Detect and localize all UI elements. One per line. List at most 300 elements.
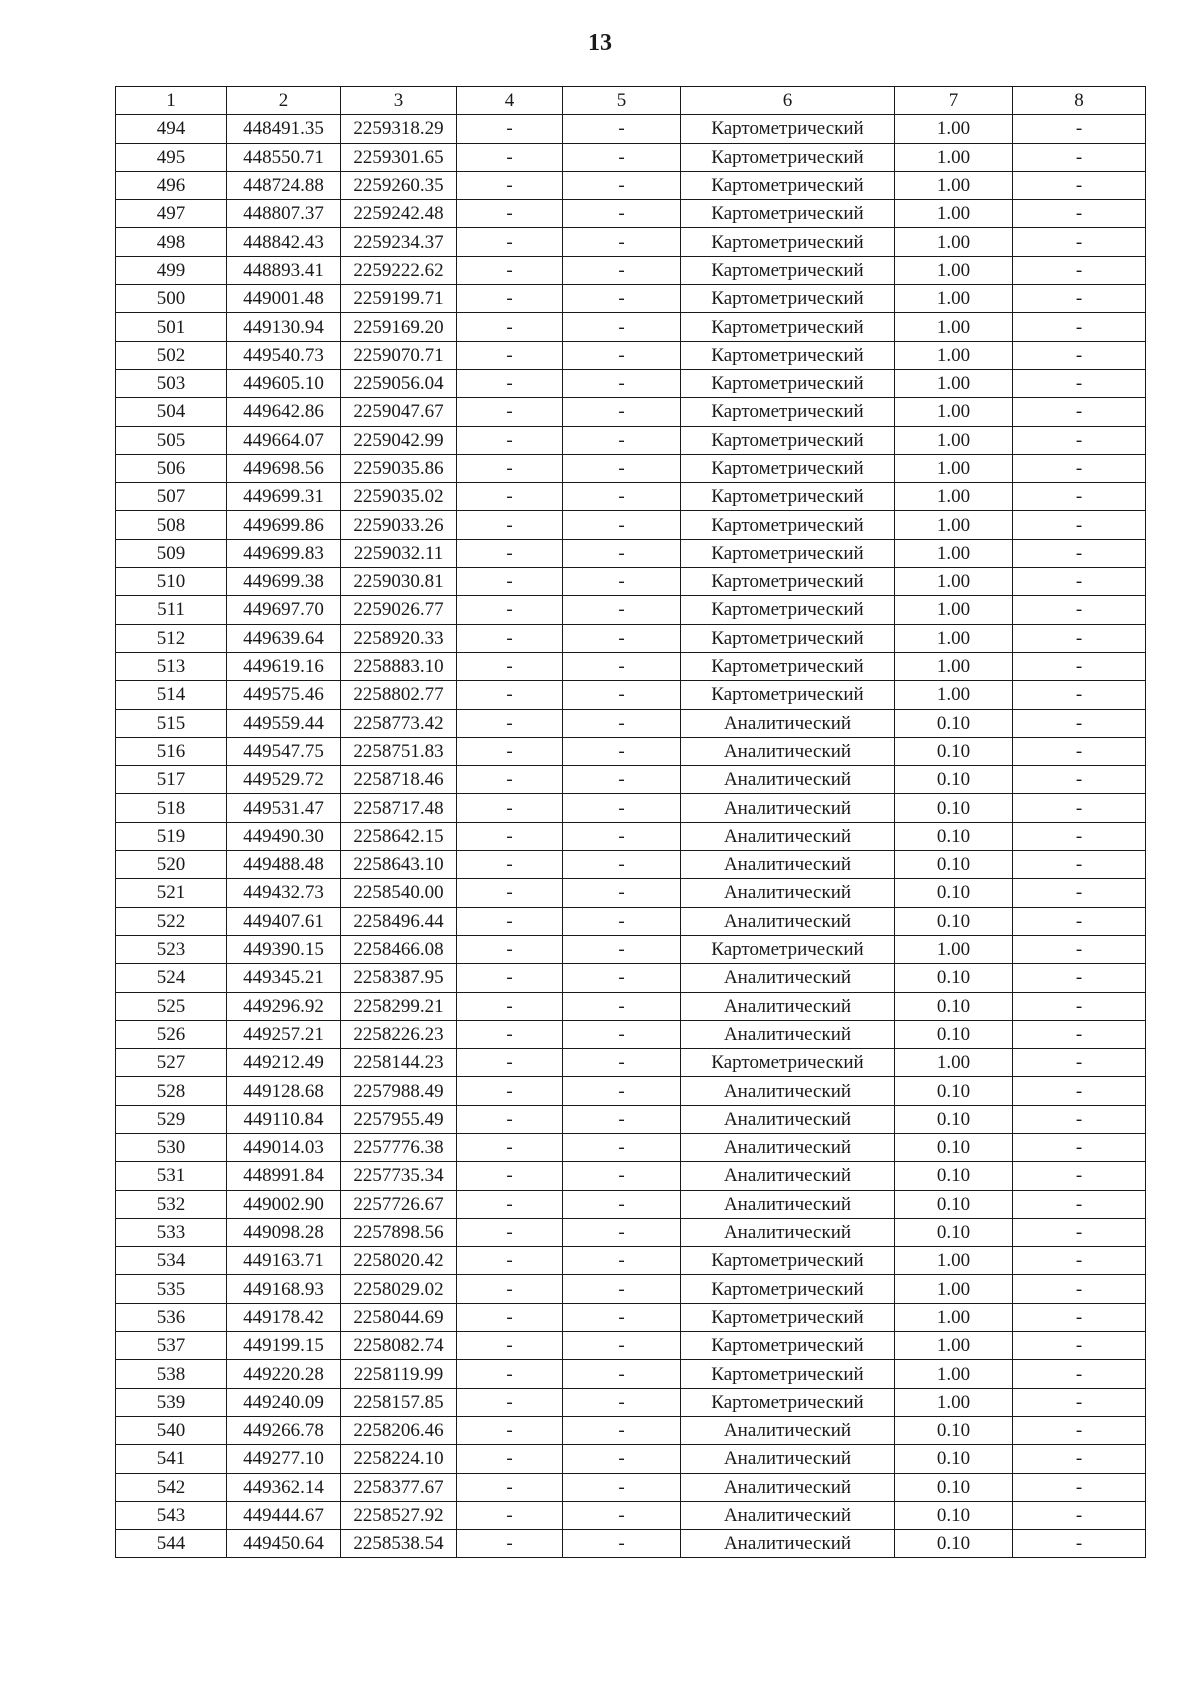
coord-y-cell: 2259234.37 [341,228,457,256]
col-5-cell: - [563,766,681,794]
accuracy-cell: 0.10 [895,1473,1013,1501]
coord-y-cell: 2257735.34 [341,1162,457,1190]
col-5-cell: - [563,1020,681,1048]
col-4-cell: - [457,1133,563,1161]
method-cell: Аналитический [681,1077,895,1105]
col-5-cell: - [563,200,681,228]
method-cell: Картометрический [681,511,895,539]
point-number-cell: 522 [116,907,227,935]
table-row [116,624,1146,652]
point-number-cell: 518 [116,794,227,822]
method-cell: Картометрический [681,1247,895,1275]
table-row [116,454,1146,482]
table-row [116,171,1146,199]
point-number-cell: 497 [116,200,227,228]
table-row [116,1105,1146,1133]
coord-x-cell: 449128.68 [227,1077,341,1105]
col-4-cell: - [457,256,563,284]
method-cell: Аналитический [681,879,895,907]
accuracy-cell: 1.00 [895,1247,1013,1275]
accuracy-cell: 0.10 [895,737,1013,765]
col-5-cell: - [563,1360,681,1388]
accuracy-cell: 0.10 [895,1501,1013,1529]
method-cell: Аналитический [681,709,895,737]
accuracy-cell: 0.10 [895,1077,1013,1105]
method-cell: Аналитический [681,1416,895,1444]
table-row [116,511,1146,539]
col-4-cell: - [457,1077,563,1105]
method-cell: Картометрический [681,1049,895,1077]
col-8-cell: - [1013,907,1146,935]
coord-x-cell: 449664.07 [227,426,341,454]
coord-x-cell: 449407.61 [227,907,341,935]
point-number-cell: 506 [116,454,227,482]
point-number-cell: 527 [116,1049,227,1077]
coord-x-cell: 449698.56 [227,454,341,482]
method-cell: Аналитический [681,1218,895,1246]
col-5-cell: - [563,794,681,822]
col-8-cell: - [1013,1445,1146,1473]
coord-y-cell: 2258226.23 [341,1020,457,1048]
method-cell: Аналитический [681,1020,895,1048]
accuracy-cell: 1.00 [895,313,1013,341]
accuracy-cell: 0.10 [895,1445,1013,1473]
col-4-cell: - [457,285,563,313]
coord-y-cell: 2258144.23 [341,1049,457,1077]
table-row [116,794,1146,822]
col-4-cell: - [457,200,563,228]
col-4-cell: - [457,454,563,482]
col-4-cell: - [457,426,563,454]
coord-x-cell: 449212.49 [227,1049,341,1077]
col-5-cell: - [563,1275,681,1303]
point-number-cell: 519 [116,822,227,850]
table-row [116,1388,1146,1416]
column-header: 3 [341,87,457,115]
col-8-cell: - [1013,1247,1146,1275]
accuracy-cell: 0.10 [895,822,1013,850]
accuracy-cell: 1.00 [895,454,1013,482]
col-4-cell: - [457,992,563,1020]
coord-x-cell: 448893.41 [227,256,341,284]
accuracy-cell: 1.00 [895,256,1013,284]
coord-x-cell: 449296.92 [227,992,341,1020]
col-4-cell: - [457,879,563,907]
point-number-cell: 510 [116,568,227,596]
point-number-cell: 520 [116,851,227,879]
col-8-cell: - [1013,992,1146,1020]
coord-x-cell: 449639.64 [227,624,341,652]
point-number-cell: 514 [116,681,227,709]
coord-y-cell: 2259222.62 [341,256,457,284]
accuracy-cell: 0.10 [895,1162,1013,1190]
col-8-cell: - [1013,539,1146,567]
accuracy-cell: 1.00 [895,935,1013,963]
method-cell: Аналитический [681,794,895,822]
point-number-cell: 511 [116,596,227,624]
method-cell: Картометрический [681,200,895,228]
point-number-cell: 515 [116,709,227,737]
col-4-cell: - [457,624,563,652]
coord-x-cell: 449699.86 [227,511,341,539]
table-row [116,1020,1146,1048]
point-number-cell: 517 [116,766,227,794]
accuracy-cell: 1.00 [895,341,1013,369]
coord-x-cell: 449699.38 [227,568,341,596]
coord-x-cell: 449345.21 [227,964,341,992]
accuracy-cell: 1.00 [895,624,1013,652]
coord-y-cell: 2258540.00 [341,879,457,907]
col-4-cell: - [457,1530,563,1558]
accuracy-cell: 1.00 [895,115,1013,143]
accuracy-cell: 1.00 [895,1049,1013,1077]
point-number-cell: 539 [116,1388,227,1416]
point-number-cell: 504 [116,398,227,426]
col-5-cell: - [563,568,681,596]
col-5-cell: - [563,935,681,963]
col-8-cell: - [1013,1162,1146,1190]
col-5-cell: - [563,1303,681,1331]
table-row [116,398,1146,426]
col-5-cell: - [563,1133,681,1161]
method-cell: Аналитический [681,1190,895,1218]
coord-x-cell: 449277.10 [227,1445,341,1473]
method-cell: Аналитический [681,1133,895,1161]
col-8-cell: - [1013,1105,1146,1133]
col-8-cell: - [1013,285,1146,313]
accuracy-cell: 0.10 [895,907,1013,935]
col-5-cell: - [563,341,681,369]
coord-x-cell: 449178.42 [227,1303,341,1331]
coord-x-cell: 449362.14 [227,1473,341,1501]
table-row [116,596,1146,624]
col-5-cell: - [563,1388,681,1416]
column-header: 6 [681,87,895,115]
col-8-cell: - [1013,1416,1146,1444]
col-5-cell: - [563,1190,681,1218]
method-cell: Картометрический [681,596,895,624]
col-5-cell: - [563,1473,681,1501]
point-number-cell: 499 [116,256,227,284]
col-8-cell: - [1013,115,1146,143]
point-number-cell: 541 [116,1445,227,1473]
table-row [116,766,1146,794]
col-8-cell: - [1013,681,1146,709]
col-5-cell: - [563,851,681,879]
method-cell: Картометрический [681,681,895,709]
point-number-cell: 502 [116,341,227,369]
col-8-cell: - [1013,1360,1146,1388]
coord-y-cell: 2258751.83 [341,737,457,765]
coord-y-cell: 2259035.86 [341,454,457,482]
col-8-cell: - [1013,709,1146,737]
point-number-cell: 542 [116,1473,227,1501]
method-cell: Картометрический [681,313,895,341]
coord-y-cell: 2258802.77 [341,681,457,709]
coord-y-cell: 2258920.33 [341,624,457,652]
coord-y-cell: 2258206.46 [341,1416,457,1444]
col-4-cell: - [457,1388,563,1416]
coord-x-cell: 449014.03 [227,1133,341,1161]
method-cell: Аналитический [681,1105,895,1133]
accuracy-cell: 0.10 [895,1190,1013,1218]
coord-y-cell: 2259026.77 [341,596,457,624]
coordinates-table [115,86,1146,1558]
col-5-cell: - [563,115,681,143]
method-cell: Аналитический [681,1473,895,1501]
method-cell: Картометрический [681,1388,895,1416]
col-8-cell: - [1013,143,1146,171]
coord-y-cell: 2258538.54 [341,1530,457,1558]
coord-x-cell: 449199.15 [227,1332,341,1360]
col-5-cell: - [563,709,681,737]
col-4-cell: - [457,1360,563,1388]
coord-x-cell: 449098.28 [227,1218,341,1246]
point-number-cell: 496 [116,171,227,199]
col-5-cell: - [563,1247,681,1275]
table-row [116,879,1146,907]
table-row [116,935,1146,963]
col-8-cell: - [1013,426,1146,454]
point-number-cell: 503 [116,369,227,397]
coord-y-cell: 2258157.85 [341,1388,457,1416]
col-8-cell: - [1013,624,1146,652]
coord-x-cell: 448991.84 [227,1162,341,1190]
coord-x-cell: 449168.93 [227,1275,341,1303]
accuracy-cell: 1.00 [895,171,1013,199]
method-cell: Картометрический [681,369,895,397]
col-4-cell: - [457,1303,563,1331]
table-row [116,1190,1146,1218]
table-row [116,115,1146,143]
table-row [116,1247,1146,1275]
coord-y-cell: 2258883.10 [341,652,457,680]
table-row [116,313,1146,341]
point-number-cell: 516 [116,737,227,765]
accuracy-cell: 0.10 [895,1020,1013,1048]
method-cell: Картометрический [681,1275,895,1303]
col-5-cell: - [563,369,681,397]
col-5-cell: - [563,1218,681,1246]
col-4-cell: - [457,907,563,935]
accuracy-cell: 1.00 [895,369,1013,397]
col-8-cell: - [1013,935,1146,963]
method-cell: Аналитический [681,964,895,992]
method-cell: Картометрический [681,341,895,369]
point-number-cell: 543 [116,1501,227,1529]
col-5-cell: - [563,1049,681,1077]
col-8-cell: - [1013,568,1146,596]
accuracy-cell: 1.00 [895,596,1013,624]
method-cell: Картометрический [681,143,895,171]
column-header: 2 [227,87,341,115]
point-number-cell: 494 [116,115,227,143]
table-row [116,737,1146,765]
table-row [116,992,1146,1020]
point-number-cell: 540 [116,1416,227,1444]
coord-y-cell: 2258466.08 [341,935,457,963]
method-cell: Картометрический [681,1303,895,1331]
col-5-cell: - [563,1501,681,1529]
table-row [116,709,1146,737]
coord-x-cell: 449619.16 [227,652,341,680]
col-4-cell: - [457,1275,563,1303]
accuracy-cell: 1.00 [895,228,1013,256]
col-4-cell: - [457,1049,563,1077]
method-cell: Картометрический [681,935,895,963]
col-5-cell: - [563,907,681,935]
coord-y-cell: 2257726.67 [341,1190,457,1218]
col-8-cell: - [1013,228,1146,256]
accuracy-cell: 0.10 [895,766,1013,794]
col-4-cell: - [457,1501,563,1529]
method-cell: Аналитический [681,992,895,1020]
col-8-cell: - [1013,766,1146,794]
table-row [116,1218,1146,1246]
col-8-cell: - [1013,341,1146,369]
coord-y-cell: 2259260.35 [341,171,457,199]
coord-y-cell: 2258717.48 [341,794,457,822]
coord-x-cell: 449547.75 [227,737,341,765]
col-4-cell: - [457,1105,563,1133]
coord-y-cell: 2258082.74 [341,1332,457,1360]
col-5-cell: - [563,426,681,454]
col-4-cell: - [457,341,563,369]
accuracy-cell: 1.00 [895,539,1013,567]
col-5-cell: - [563,1416,681,1444]
accuracy-cell: 0.10 [895,1133,1013,1161]
col-8-cell: - [1013,822,1146,850]
col-5-cell: - [563,822,681,850]
coord-x-cell: 449559.44 [227,709,341,737]
coord-y-cell: 2257988.49 [341,1077,457,1105]
col-4-cell: - [457,737,563,765]
table-row [116,539,1146,567]
col-5-cell: - [563,1105,681,1133]
col-4-cell: - [457,228,563,256]
col-4-cell: - [457,1218,563,1246]
coord-x-cell: 449490.30 [227,822,341,850]
method-cell: Картометрический [681,1332,895,1360]
col-5-cell: - [563,652,681,680]
coord-x-cell: 449110.84 [227,1105,341,1133]
method-cell: Картометрический [681,171,895,199]
coord-y-cell: 2259318.29 [341,115,457,143]
col-4-cell: - [457,1445,563,1473]
table-row [116,851,1146,879]
accuracy-cell: 1.00 [895,681,1013,709]
method-cell: Картометрический [681,285,895,313]
table-row [116,964,1146,992]
coord-x-cell: 448724.88 [227,171,341,199]
coord-x-cell: 449130.94 [227,313,341,341]
coord-y-cell: 2258527.92 [341,1501,457,1529]
col-5-cell: - [563,1162,681,1190]
table-row [116,1360,1146,1388]
col-8-cell: - [1013,1190,1146,1218]
coord-x-cell: 449575.46 [227,681,341,709]
col-5-cell: - [563,398,681,426]
col-8-cell: - [1013,1020,1146,1048]
col-4-cell: - [457,964,563,992]
table-row [116,822,1146,850]
col-4-cell: - [457,115,563,143]
coord-y-cell: 2259042.99 [341,426,457,454]
col-4-cell: - [457,681,563,709]
table-row [116,1416,1146,1444]
coord-x-cell: 449390.15 [227,935,341,963]
coord-y-cell: 2258387.95 [341,964,457,992]
coord-y-cell: 2258642.15 [341,822,457,850]
col-4-cell: - [457,794,563,822]
point-number-cell: 505 [116,426,227,454]
method-cell: Картометрический [681,483,895,511]
coord-x-cell: 449444.67 [227,1501,341,1529]
method-cell: Картометрический [681,454,895,482]
col-8-cell: - [1013,737,1146,765]
col-5-cell: - [563,256,681,284]
point-number-cell: 538 [116,1360,227,1388]
accuracy-cell: 0.10 [895,851,1013,879]
coord-x-cell: 449002.90 [227,1190,341,1218]
coord-y-cell: 2259030.81 [341,568,457,596]
table-row [116,1473,1146,1501]
col-4-cell: - [457,1162,563,1190]
col-8-cell: - [1013,964,1146,992]
table-row [116,907,1146,935]
col-8-cell: - [1013,313,1146,341]
point-number-cell: 508 [116,511,227,539]
point-number-cell: 501 [116,313,227,341]
accuracy-cell: 1.00 [895,568,1013,596]
point-number-cell: 523 [116,935,227,963]
coord-y-cell: 2259301.65 [341,143,457,171]
coord-x-cell: 449266.78 [227,1416,341,1444]
coord-y-cell: 2257898.56 [341,1218,457,1246]
point-number-cell: 529 [116,1105,227,1133]
coord-y-cell: 2259169.20 [341,313,457,341]
method-cell: Картометрический [681,539,895,567]
col-5-cell: - [563,228,681,256]
coord-y-cell: 2259047.67 [341,398,457,426]
col-5-cell: - [563,879,681,907]
table-row [116,285,1146,313]
col-8-cell: - [1013,851,1146,879]
method-cell: Картометрический [681,398,895,426]
col-5-cell: - [563,483,681,511]
col-8-cell: - [1013,794,1146,822]
coord-x-cell: 448491.35 [227,115,341,143]
col-8-cell: - [1013,879,1146,907]
table-row [116,483,1146,511]
method-cell: Картометрический [681,115,895,143]
point-number-cell: 509 [116,539,227,567]
accuracy-cell: 1.00 [895,652,1013,680]
column-header: 7 [895,87,1013,115]
table-row [116,1332,1146,1360]
coord-x-cell: 449001.48 [227,285,341,313]
point-number-cell: 528 [116,1077,227,1105]
point-number-cell: 512 [116,624,227,652]
col-5-cell: - [563,1077,681,1105]
col-5-cell: - [563,143,681,171]
table-body [116,115,1146,1558]
col-4-cell: - [457,851,563,879]
coord-y-cell: 2258029.02 [341,1275,457,1303]
method-cell: Аналитический [681,907,895,935]
coord-x-cell: 449488.48 [227,851,341,879]
accuracy-cell: 0.10 [895,992,1013,1020]
